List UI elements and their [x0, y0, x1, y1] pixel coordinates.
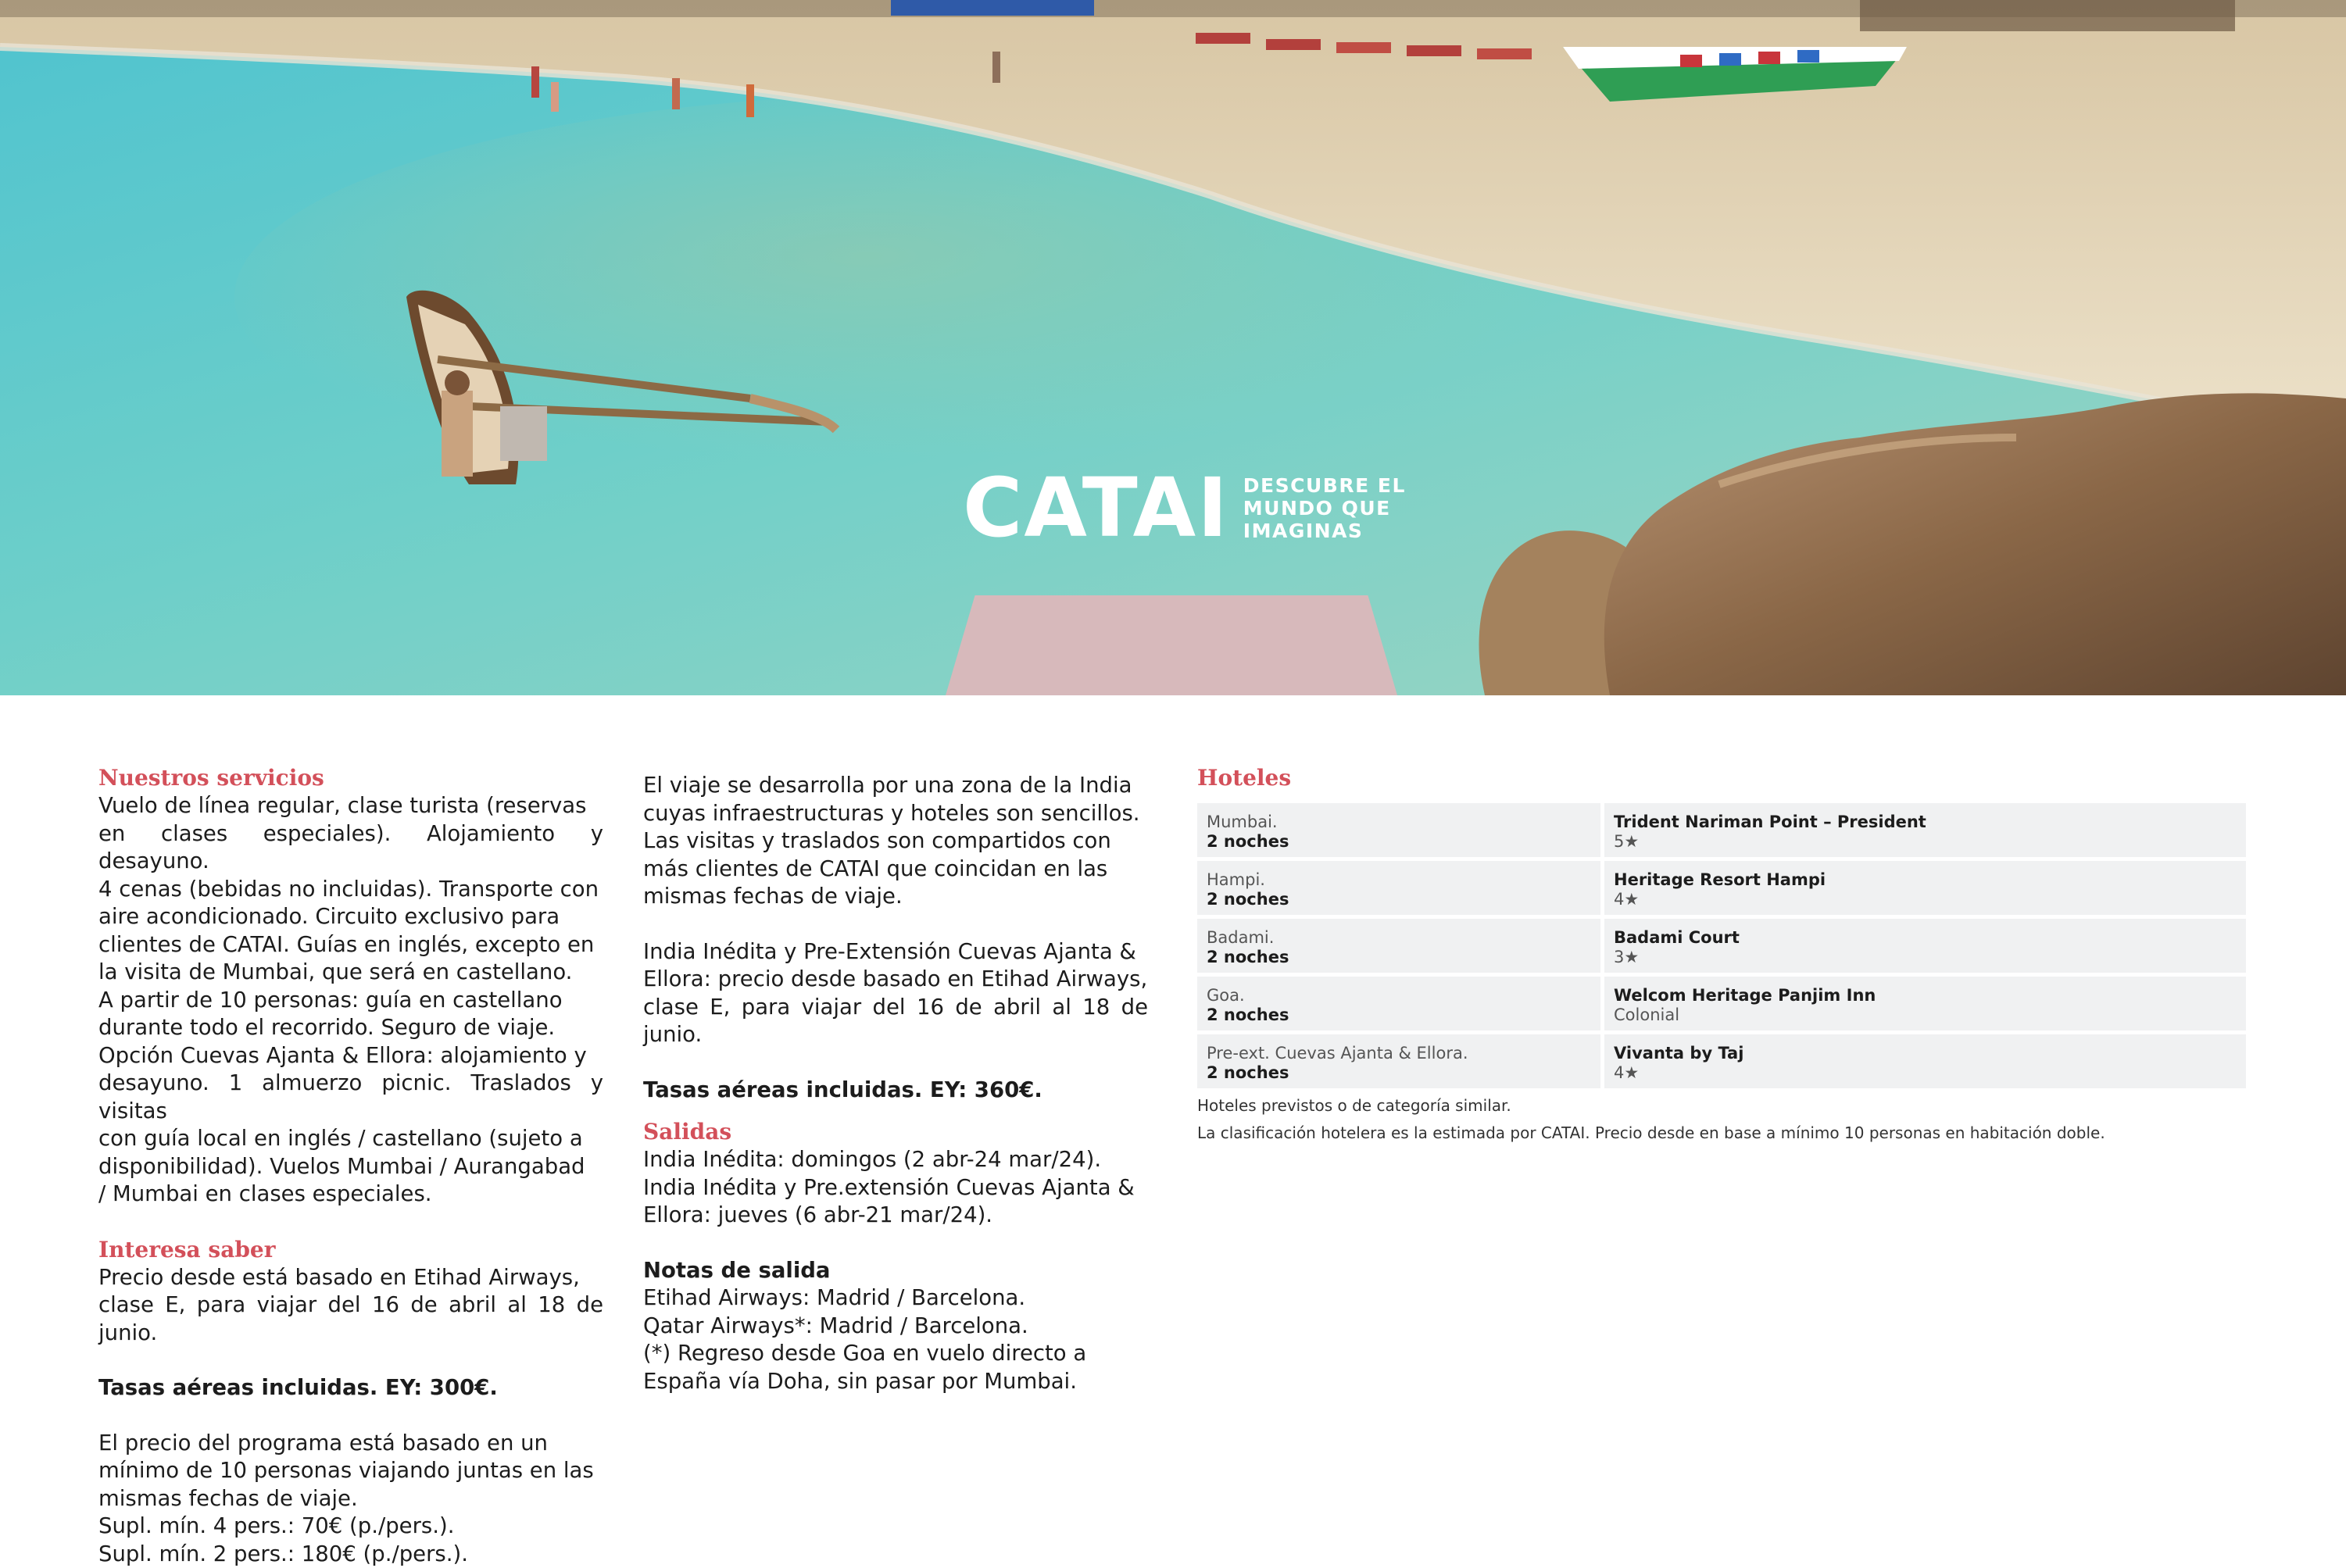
tasas-text: Tasas aéreas incluidas. EY: 360€. [643, 1077, 1148, 1105]
salidas-text [643, 1146, 1148, 1230]
hotel-cell [1604, 919, 2246, 973]
text-line: disponibilidad). Vuelos Mumbai / Aurangabad [98, 1154, 585, 1179]
hotels-note: Hoteles previstos o de categoría similar. [1197, 1092, 2246, 1120]
text-line: la visita de Mumbai, que será en castellano. [98, 959, 572, 984]
text-line: Qatar Airways*: Madrid / Barcelona. [643, 1313, 1028, 1338]
city-cell [1197, 1034, 1600, 1088]
tagline-line: DESCUBRE EL [1243, 474, 1406, 497]
text-line: mismas fechas de viaje. [643, 884, 903, 909]
city-cell [1197, 803, 1600, 857]
text-line: mínimo de 10 personas viajando juntas en las [98, 1458, 594, 1483]
spacer [643, 1104, 1148, 1118]
beach-scene-illustration [0, 0, 2346, 695]
text-line: clientes de CATAI. Guías en inglés, excepto en [98, 932, 594, 957]
brand-name: CATAI [963, 467, 1229, 548]
tasas-text: Tasas aéreas incluidas. EY: 300€. [98, 1374, 603, 1402]
hero-photo [0, 0, 2346, 695]
spacer [98, 1402, 603, 1430]
text-line: Etihad Airways: Madrid / Barcelona. [643, 1285, 1025, 1310]
city-cell [1197, 977, 1600, 1030]
hotel-cell [1604, 803, 2246, 857]
text-line: Ellora: precio desde basado en Etihad Airways, [643, 966, 1147, 991]
section-title-interesa: Interesa saber [98, 1236, 603, 1264]
hotel-table [1197, 803, 2246, 1088]
notas-text [643, 1284, 1148, 1395]
text-line: Opción Cuevas Ajanta & Ellora: alojamiento y [98, 1043, 587, 1068]
brand-tagline [1243, 474, 1406, 542]
text-line: en clases especiales). Alojamiento y desayuno. [98, 821, 603, 874]
tagline-line: MUNDO QUE [1243, 497, 1406, 520]
section-title-notas: Notas de salida [643, 1257, 1148, 1285]
text-line: India Inédita y Pre.extensión Cuevas Ajanta & [643, 1175, 1135, 1200]
nights: 2 noches [1207, 948, 1591, 967]
text-line: Supl. mín. 2 pers.: 180€ (p./pers.). [98, 1541, 468, 1566]
city-name: Pre-ext. Cuevas Ajanta & Ellora. [1207, 1044, 1591, 1063]
nights: 2 noches [1207, 1063, 1591, 1083]
text-line: aire acondicionado. Circuito exclusivo para [98, 904, 560, 929]
text-line: India Inédita: domingos (2 abr-24 mar/24). [643, 1147, 1101, 1172]
spacer [98, 1209, 603, 1236]
city-name: Hampi. [1207, 870, 1591, 890]
text-line: A partir de 10 personas: guía en castellano [98, 988, 563, 1013]
servicios-text [98, 792, 603, 1209]
hotel-name: Heritage Resort Hampi [1614, 870, 2237, 890]
hotel-category: 4★ [1614, 890, 2237, 909]
nights: 2 noches [1207, 1005, 1591, 1025]
text-line: desayuno. 1 almuerzo picnic. Traslados y visitas [98, 1070, 603, 1123]
preext-text [643, 938, 1148, 1049]
catai-logo [963, 467, 1406, 548]
text-line: India Inédita y Pre-Extensión Cuevas Ajanta & [643, 939, 1136, 964]
text-line: mismas fechas de viaje. [98, 1486, 358, 1511]
text-line: / Mumbai en clases especiales. [98, 1181, 432, 1206]
section-title-hoteles: Hoteles [1197, 764, 2246, 792]
column-services [98, 764, 603, 1568]
table-row [1197, 1034, 2246, 1088]
tagline-line: IMAGINAS [1243, 520, 1406, 542]
city-name: Mumbai. [1207, 813, 1591, 832]
text-line: clase E, para viajar del 16 de abril al 18 de junio. [98, 1292, 603, 1345]
intro-text [643, 772, 1148, 911]
hotel-category: 3★ [1614, 948, 2237, 967]
pink-tab-decoration [946, 595, 1397, 695]
text-line: España vía Doha, sin pasar por Mumbai. [643, 1369, 1077, 1394]
spacer [643, 1230, 1148, 1257]
hotel-category: 5★ [1614, 832, 2237, 852]
nights: 2 noches [1207, 890, 1591, 909]
spacer [98, 1347, 603, 1374]
text-line: El viaje se desarrolla por una zona de la India [643, 773, 1132, 798]
table-row [1197, 977, 2246, 1030]
hotel-name: Badami Court [1614, 928, 2237, 948]
text-line: con guía local en inglés / castellano (sujeto a [98, 1126, 583, 1151]
column-info [643, 764, 1148, 1395]
spacer [643, 1049, 1148, 1077]
text-line: Ellora: jueves (6 abr-21 mar/24). [643, 1202, 992, 1227]
spacer [643, 911, 1148, 938]
interesa-text [98, 1264, 603, 1348]
hotel-cell [1604, 1034, 2246, 1088]
hotel-name: Vivanta by Taj [1614, 1044, 2237, 1063]
text-line: Vuelo de línea regular, clase turista (reservas [98, 793, 586, 818]
city-cell [1197, 861, 1600, 915]
table-row [1197, 861, 2246, 915]
text-line: Precio desde está basado en Etihad Airways, [98, 1265, 580, 1290]
column-hotels [1197, 764, 2246, 1147]
nights: 2 noches [1207, 832, 1591, 852]
hotel-category: Colonial [1614, 1005, 2237, 1025]
precio-text [98, 1430, 603, 1568]
hotel-cell [1604, 861, 2246, 915]
text-line: clase E, para viajar del 16 de abril al 18 de junio. [643, 995, 1148, 1048]
text-line: más clientes de CATAI que coincidan en las [643, 856, 1107, 881]
hotel-name: Welcom Heritage Panjim Inn [1614, 986, 2237, 1005]
section-title-servicios: Nuestros servicios [98, 764, 603, 792]
text-line: durante todo el recorrido. Seguro de viaje. [98, 1015, 555, 1040]
text-line: El precio del programa está basado en un [98, 1430, 548, 1455]
hotels-classification-note: La clasificación hotelera es la estimada por CATAI. Precio desde en base a mínimo 10 personas en habitación doble. [1197, 1120, 2246, 1147]
text-line: (*) Regreso desde Goa en vuelo directo a [643, 1341, 1086, 1366]
city-name: Badami. [1207, 928, 1591, 948]
text-line: cuyas infraestructuras y hoteles son sencillos. [643, 801, 1140, 826]
text-line: Supl. mín. 4 pers.: 70€ (p./pers.). [98, 1513, 454, 1538]
table-row [1197, 919, 2246, 973]
city-name: Goa. [1207, 986, 1591, 1005]
section-title-salidas: Salidas [643, 1118, 1148, 1146]
hotel-category: 4★ [1614, 1063, 2237, 1083]
hotel-cell [1604, 977, 2246, 1030]
text-line: Las visitas y traslados son compartidos con [643, 828, 1111, 853]
text-line: 4 cenas (bebidas no incluidas). Transporte con [98, 877, 599, 902]
city-cell [1197, 919, 1600, 973]
hotel-name: Trident Nariman Point – President [1614, 813, 2237, 832]
table-row [1197, 803, 2246, 857]
